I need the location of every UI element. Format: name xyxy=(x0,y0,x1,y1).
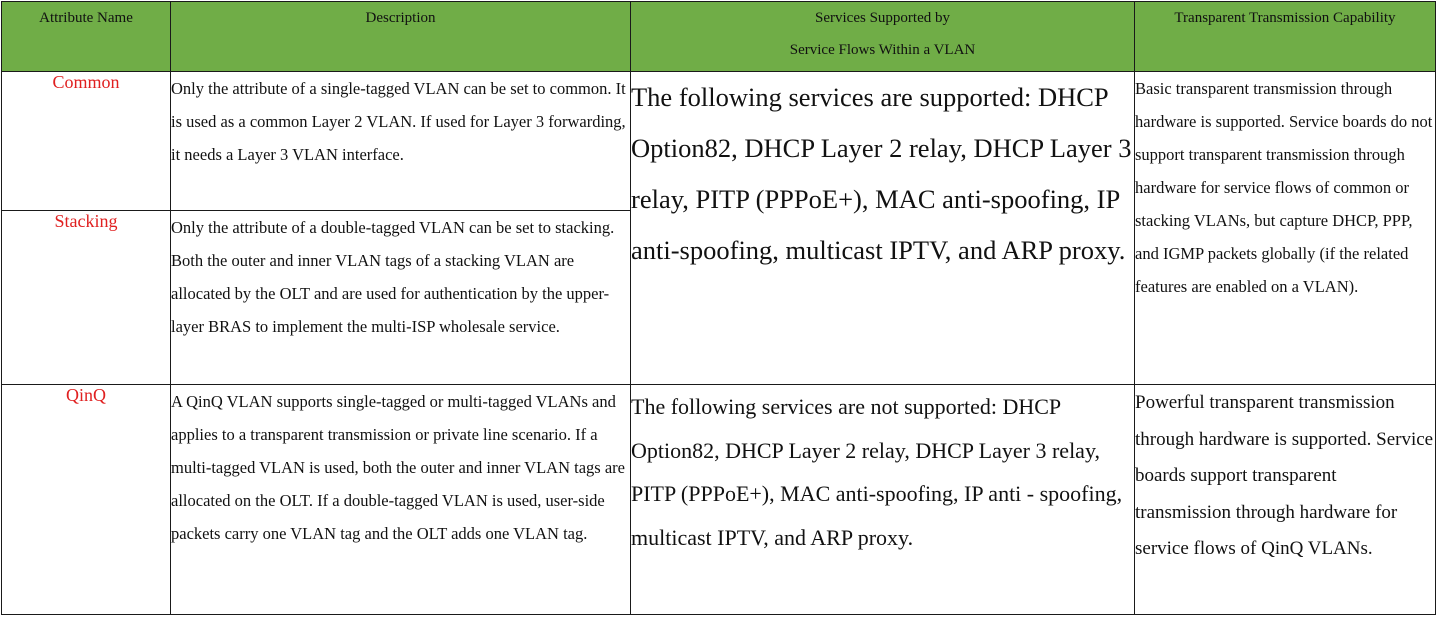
attribute-name-qinq: QinQ xyxy=(2,385,171,615)
header-attribute-name: Attribute Name xyxy=(2,2,171,72)
header-transparent: Transparent Transmission Capability xyxy=(1135,2,1436,72)
header-description: Description xyxy=(171,2,631,72)
vlan-attribute-table xyxy=(1,1,1436,615)
attribute-name-stacking: Stacking xyxy=(2,211,171,385)
services-qinq: The following services are not supported: DHCP Option82, DHCP Layer 2 relay, DHCP Layer 3 relay, PITP (PPPoE+), MAC anti-spoofing, IP anti - spoofing, multicast IPTV, and ARP proxy. xyxy=(631,385,1135,615)
description-stacking: Only the attribute of a double-tagged VLAN can be set to stacking. Both the outer and inner VLAN tags of a stacking VLAN are allocated by the OLT and are used for authentication by the upper-layer BRAS to implement the multi-ISP wholesale service. xyxy=(171,211,631,385)
table-row-common xyxy=(2,72,1436,211)
table-row-qinq xyxy=(2,385,1436,615)
description-common: Only the attribute of a single-tagged VLAN can be set to common. It is used as a common Layer 2 VLAN. If used for Layer 3 forwarding, it needs a Layer 3 VLAN interface. xyxy=(171,72,631,211)
description-qinq: A QinQ VLAN supports single-tagged or multi-tagged VLANs and applies to a transparent transmission or private line scenario. If a multi-tagged VLAN is used, both the outer and inner VLAN tags are allocated on the OLT. If a double-tagged VLAN is used, user-side packets carry one VLAN tag and the OLT adds one VLAN tag. xyxy=(171,385,631,615)
services-common-stacking: The following services are supported: DHCP Option82, DHCP Layer 2 relay, DHCP Layer 3 relay, PITP (PPPoE+), MAC anti-spoofing, IP anti-spoofing, multicast IPTV, and ARP proxy. xyxy=(631,72,1135,385)
header-services-line2: Service Flows Within a VLAN xyxy=(789,42,976,58)
header-row xyxy=(2,2,1436,72)
transparent-qinq: Powerful transparent transmission through hardware is supported. Service boards support transparent transmission through hardware for service flows of QinQ VLANs. xyxy=(1135,385,1436,615)
header-services xyxy=(631,2,1135,72)
header-services-line1: Services Supported by xyxy=(815,10,950,26)
attribute-name-common: Common xyxy=(2,72,171,211)
transparent-common-stacking: Basic transparent transmission through hardware is supported. Service boards do not support transparent transmission through hardware for service flows of common or stacking VLANs, but capture DHCP, PPP, and IGMP packets globally (if the related features are enabled on a VLAN). xyxy=(1135,72,1436,385)
